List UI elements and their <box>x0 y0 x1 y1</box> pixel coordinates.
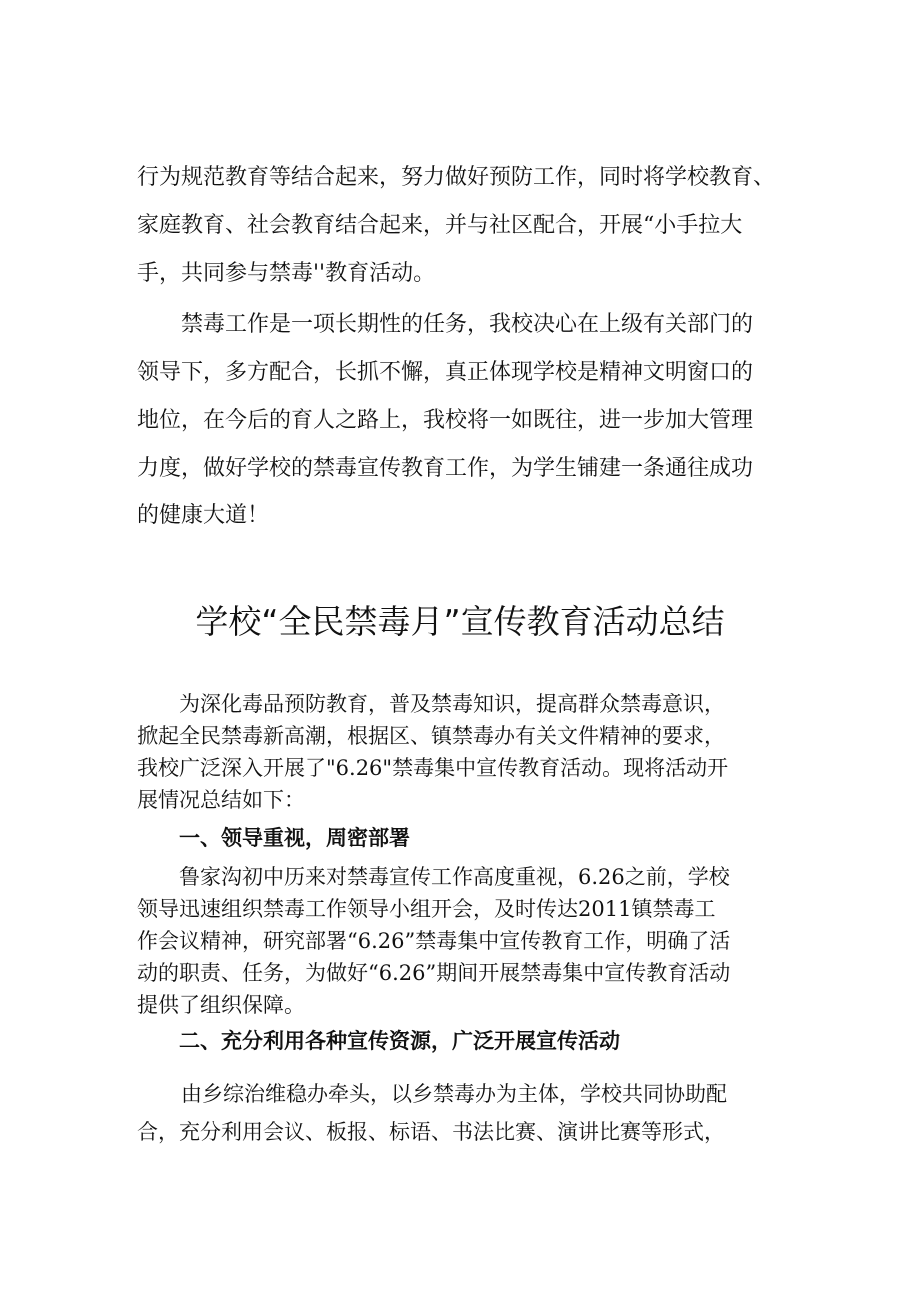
text-line: 领导下，多方配合，长抓不懈，真正体现学校是精神文明窗口的 <box>137 360 754 385</box>
text-line: 行为规范教育等结合起来，努力做好预防工作，同时将学校教育、 <box>137 165 776 190</box>
text-line: 家庭教育、社会教育结合起来，并与社区配合，开展“小手拉大 <box>137 213 743 238</box>
text-line: 我校广泛深入开展了"6.26"禁毒集中宣传教育活动。现将活动开 <box>137 756 729 780</box>
text-line: 展情况总结如下： <box>137 788 305 812</box>
text-line: 地位，在今后的育人之路上，我校将一如既往，进一步加大管理 <box>137 408 754 433</box>
text-line: 由乡综治维稳办牵头，以乡禁毒办为主体，学校共同协助配 <box>181 1082 727 1106</box>
text-line: 提供了组织保障。 <box>137 993 305 1017</box>
text-line: 合，充分利用会议、板报、标语、书法比赛、演讲比赛等形式， <box>137 1120 725 1144</box>
text-line: 为深化毒品预防教育，普及禁毒知识，提高群众禁毒意识， <box>179 692 725 716</box>
text-line: 作会议精神，研究部署“6.26”禁毒集中宣传教育工作，明确了活 <box>137 929 731 953</box>
text-line: 的健康大道！ <box>137 503 270 528</box>
text-line: 鲁家沟初中历来对禁毒宣传工作高度重视，6.26之前，学校 <box>179 865 730 889</box>
text-line: 禁毒工作是一项长期性的任务，我校决心在上级有关部门的 <box>181 312 754 337</box>
document-title: 学校“全民禁毒月”宣传教育活动总结 <box>195 602 725 641</box>
text-line: 力度，做好学校的禁毒宣传教育工作，为学生铺建一条通往成功 <box>137 456 754 481</box>
text-line: 动的职责、任务，为做好“6.26”期间开展禁毒集中宣传教育活动 <box>137 961 731 985</box>
section-heading-1: 一、领导重视，周密部署 <box>179 826 410 850</box>
section-heading-2: 二、充分利用各种宣传资源，广泛开展宣传活动 <box>179 1029 620 1053</box>
text-line: 手，共同参与禁毒''教育活动。 <box>137 261 436 286</box>
text-line: 掀起全民禁毒新高潮，根据区、镇禁毒办有关文件精神的要求， <box>137 724 725 748</box>
text-line: 领导迅速组织禁毒工作领导小组开会，及时传达2011镇禁毒工 <box>137 897 716 921</box>
